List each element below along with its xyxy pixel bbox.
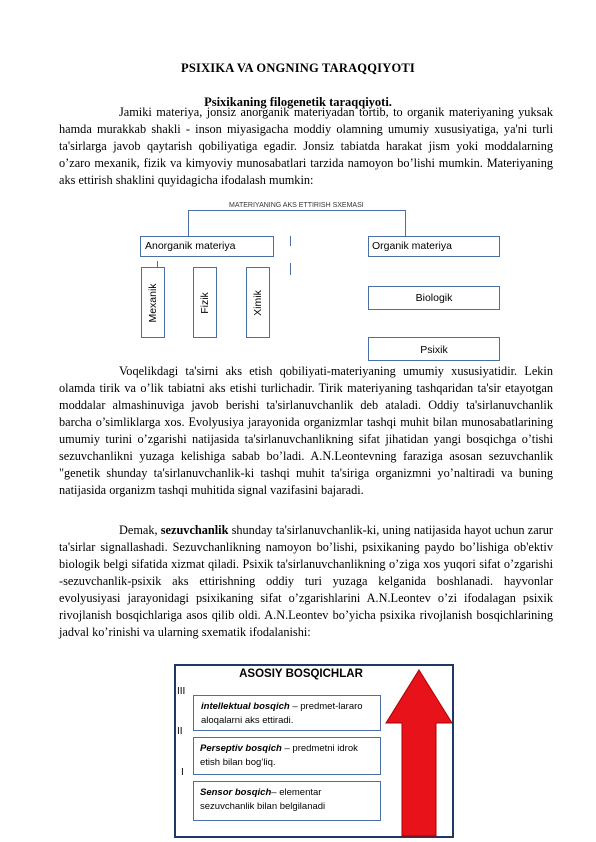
- connector-top: [188, 210, 406, 211]
- connector-right: [405, 210, 406, 236]
- stage-perceptive-desc: – predmetni idrok etish bilan bog’liq.: [200, 743, 358, 768]
- mechanical-label: Mexanik: [147, 282, 159, 323]
- anorganic-matter-box: Anorganik materiya: [140, 236, 274, 257]
- stage-sensor-name: Sensor bosqich: [200, 787, 272, 798]
- paragraph-1: Jamiki materiya, jonsiz anorganik materiyadan tortib, to organik materiyaning yuksak hamda murakkab shakli - inson miyasigacha moddiy olamning umumiy xususiyatiga, ya'ni turli ta'sirlarga javob qaytarish qobiliyatiga egadir. Jonsiz tabiatda harakat jism yoki moddalarning o’zaro mexanik, fizik va kimyoviy munosabatlari tarzida namoyon bo’lishi mumkin. Materiyaning aks ettirish shaklini quyidagicha ifodalash mumkin:: [59, 105, 553, 187]
- paragraph-3-rest: shunday ta'sirlanuvchanlik-ki, uning natijasida hayot uchun zarur ta'sirlar signallashadi. Sezuvchanlikning namoyon bo’lishi, psixikaning paydo bo’lishiga ob'ektiv biologik belgi sifatida xizmat qiladi. Psixik ta'sirlanuvchanlikning o’ziga xos yuqori sifat o’zgarishi -sezuvchanlik-psixik aks ettirishning oddiy turi yuzaga kelganida boshlanadi. hayvonlar evolyusiyasi jarayonidagi psixikaning sifat o’zgarishlarini A.N.Leontev o’zi ifodalagan psixik rivojlanish bosqichlariga asos qilib oldi. A.N.Leontev bo’yicha psixika rivojlanish bosqichlarining jadval ko’rinishi va ularning sxematik ifodalanishi:: [59, 523, 553, 639]
- biological-box: Biologik: [368, 286, 500, 310]
- stage-perceptive-name: Perseptiv bosqich: [200, 743, 282, 754]
- connector-mid-2: [290, 263, 291, 275]
- stage-number-1: I: [181, 767, 184, 778]
- stage-sensor: [193, 781, 381, 821]
- stages-title: ASOSIY BOSQICHLAR: [239, 668, 363, 680]
- psychic-box: Psixik: [368, 337, 500, 361]
- term-sezuvchanlik: sezuvchanlik: [160, 523, 229, 537]
- page-title: PSIXIKA VA ONGNING TARAQQIYOTI: [181, 61, 415, 75]
- stage-intellectual: [193, 695, 381, 731]
- stage-sensor-desc: – elementar sezuvchanlik bilan belgilanadi: [200, 787, 326, 812]
- connector-left: [188, 210, 189, 236]
- diagram-title: MATERIYANING AKS ETTIRISH SXEMASI: [229, 202, 364, 209]
- stage-intellectual-desc: – predmet-lararo aloqalarni aks ettiradi.: [201, 701, 363, 726]
- paragraph-3-start: Demak,: [119, 523, 161, 537]
- stage-intellectual-name: intellektual bosqich: [201, 701, 290, 712]
- stage-number-2: II: [177, 726, 183, 737]
- physical-label: Fizik: [199, 291, 211, 314]
- chemical-box: [246, 267, 270, 338]
- connector-mid-1: [290, 236, 291, 246]
- stage-perceptive: [193, 737, 381, 775]
- up-arrow-icon: [384, 668, 454, 838]
- stage-number-3: III: [177, 686, 186, 697]
- paragraph-2: Voqelikdagi ta'sirni aks etish qobiliyati-materiyaning umumiy xususiyatidir. Lekin olamda tirik va o’lik tabiatni aks etishi turlichadir. Tirik materiyaning tashqaridan ta'sir etayotgan moddalar almashinuviga javob berishi ta'sirlanuvchanlik deb ataladi. Oddiy ta'sirlanuvchanlik barcha o’simliklarga xos. Evolyusiya jarayonida organizmlar tashqi muhit bilan munosabatlarining umumiy turini o’zgarishi natijasida ta'sirlanuvchanlikning sifat jihatidan yangi bosqichga o’tishi sezuvchanlikni yuzaga kelishiga sabab bo’ladi. A.N.Leontevning faraziga asosan sezuvchanlik "genetik shunday ta'sirlanuvchanlik-ki tashqi muhit ta'siriga organizmni yo’naltiradi va buning natijasida organizm tashqi muhitida signal vazifasini bajaradi.: [59, 364, 553, 497]
- paragraph-3: [59, 522, 553, 641]
- organic-matter-box: Organik materiya: [368, 236, 500, 257]
- physical-box: [193, 267, 217, 338]
- mechanical-box: [141, 267, 165, 338]
- chemical-label: Ximik: [252, 289, 264, 316]
- section-heading: Psixikaning filogenetik taraqqiyoti.: [204, 95, 392, 109]
